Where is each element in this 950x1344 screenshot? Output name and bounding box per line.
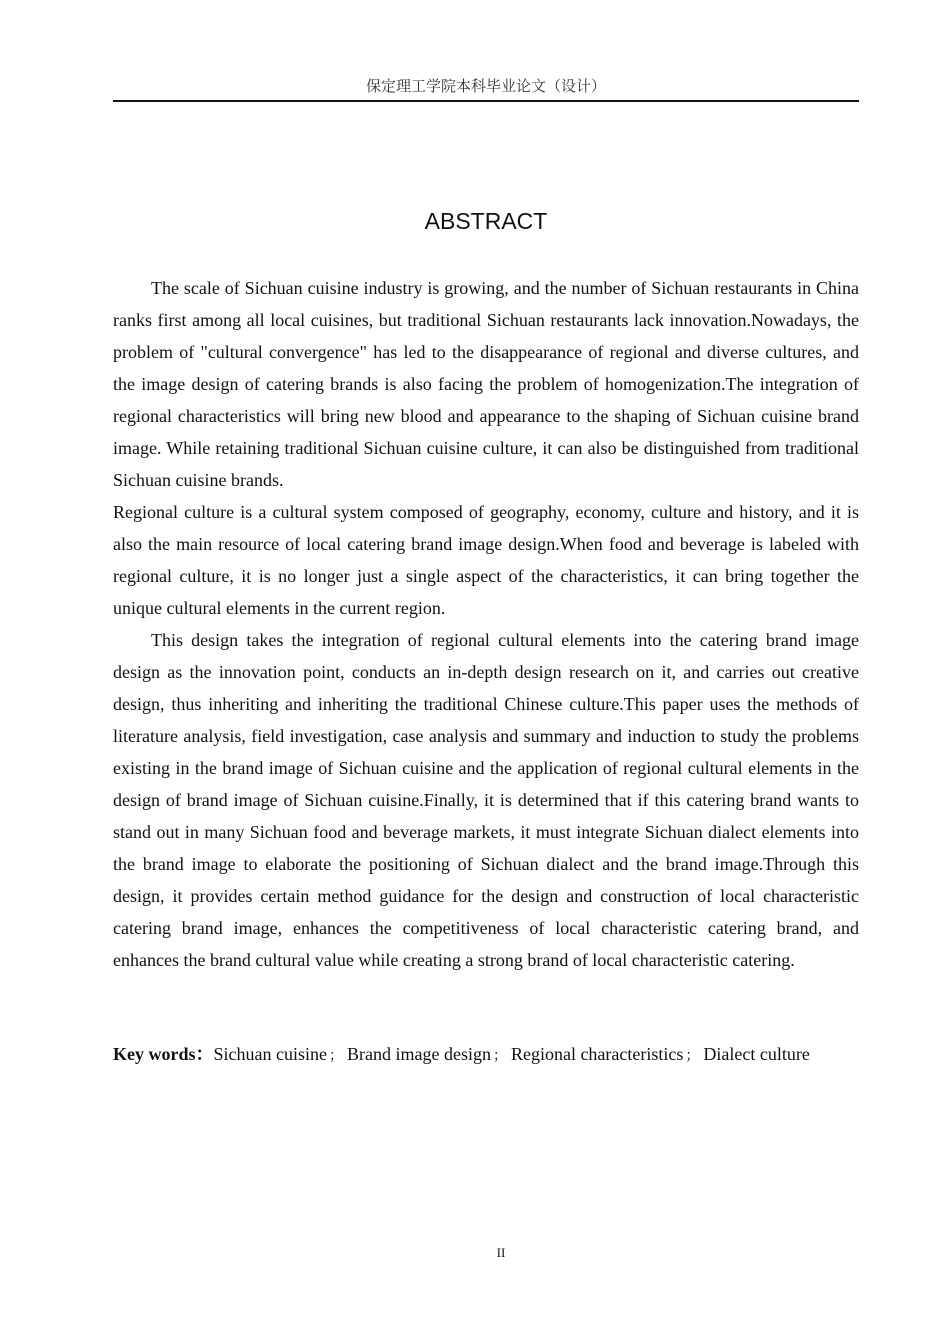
keyword-item: Dialect culture	[703, 1044, 810, 1064]
keyword-item: Regional characteristics	[510, 1044, 684, 1064]
keyword-item: Brand image design	[346, 1044, 491, 1064]
abstract-paragraph-1: The scale of Sichuan cuisine industry is growing, and the number of Sichuan restaurants in China ranks first among all local cuisines, but traditional Sichuan restaurants lack innovation.Nowadays, the problem of "cultural convergence" has led to the disappearance of regional and diverse cultures, and the image design of catering brands is also facing the problem of homogenization.The integration of regional characteristics will bring new blood and appearance to the shaping of Sichuan cuisine brand image. While retaining traditional Sichuan cuisine culture, it can also be distinguished from traditional Sichuan cuisine brands.	[113, 278, 859, 490]
keyword-separator: ；	[328, 1048, 343, 1064]
abstract-paragraph-3: This design takes the integration of regional cultural elements into the catering brand image design as the innovation point, conducts an in-depth design research on it, and carries out creative design, thus inheriting and inheriting the traditional Chinese culture.This paper uses the methods of literature analysis, field investigation, case analysis and summary and induction to study the problems existing in the brand image of Sichuan cuisine and the application of regional cultural elements in the design of brand image of Sichuan cuisine.Finally, it is determined that if this catering brand wants to stand out in many Sichuan food and beverage markets, it must integrate Sichuan dialect elements into the brand image to elaborate the positioning of Sichuan dialect and the brand image.Through this design, it provides certain method guidance for the design and construction of local characteristic catering brand image, enhances the competitiveness of local characteristic catering brand, and enhances the brand cultural value while creating a strong brand of local characteristic catering.	[113, 630, 859, 970]
keyword-separator: ；	[685, 1048, 700, 1064]
keyword-item: Sichuan cuisine	[213, 1044, 327, 1064]
abstract-body	[113, 272, 859, 976]
header-rule	[113, 100, 859, 102]
running-header: 保定理工学院本科毕业论文（设计）	[365, 77, 606, 95]
keyword-separator: ；	[492, 1048, 507, 1064]
keywords-label: Key words：	[113, 1044, 214, 1064]
page-number: II	[496, 1245, 506, 1260]
abstract-title: ABSTRACT	[424, 208, 548, 234]
keywords-line	[113, 1038, 873, 1072]
abstract-paragraph-2: Regional culture is a cultural system composed of geography, economy, culture and history, and it is also the main resource of local catering brand image design.When food and beverage is labeled with regional culture, it is no longer just a single aspect of the characteristics, it can bring together the unique cultural elements in the current region.	[113, 502, 859, 618]
